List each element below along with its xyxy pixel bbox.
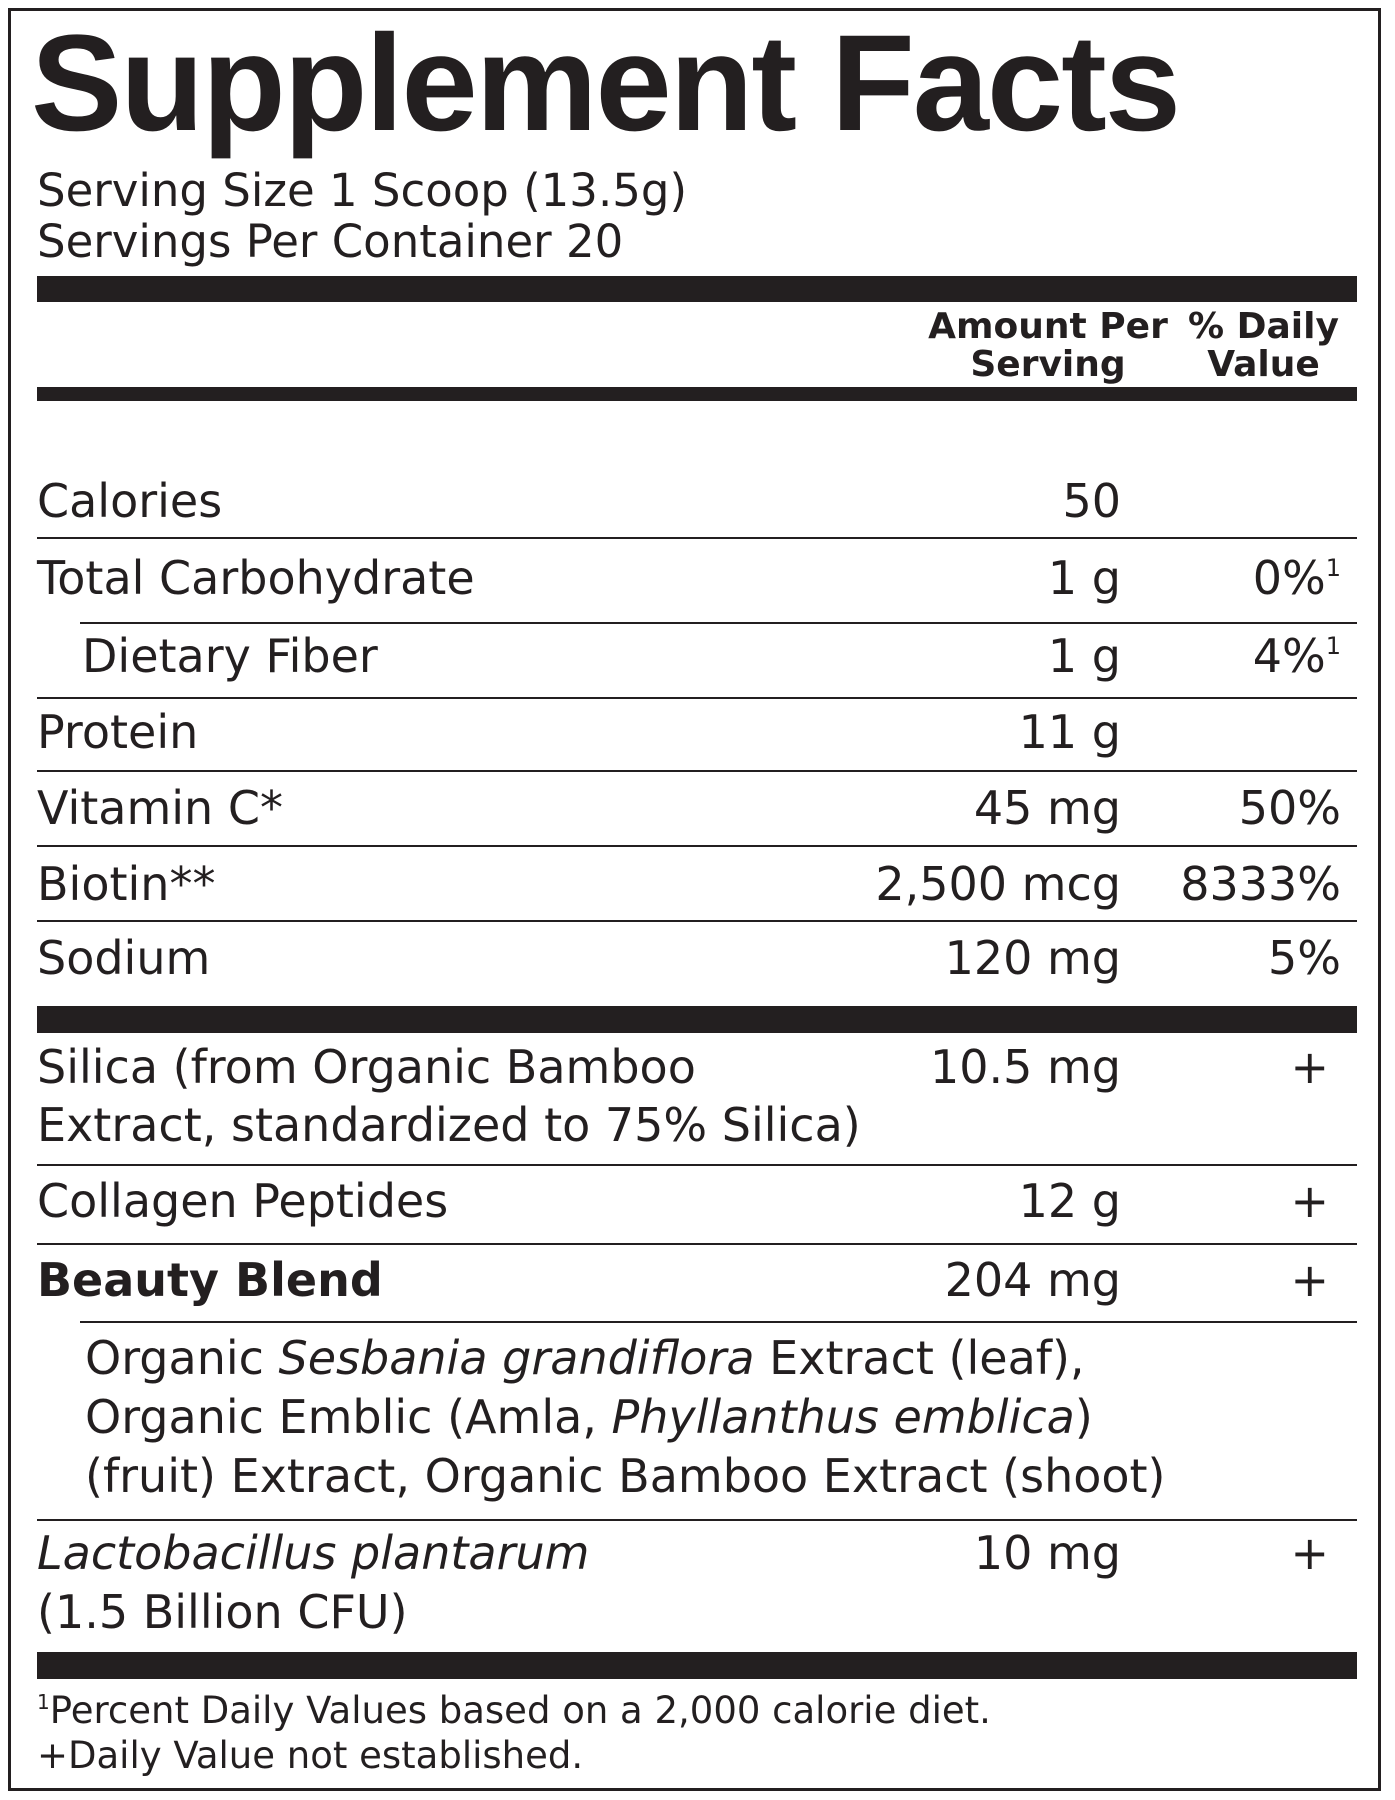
- nutrient-dv-dietary-fiber: 4%$^1$: [1252, 629, 1341, 683]
- medium-divider: [37, 387, 1357, 401]
- row-divider: [37, 1164, 1357, 1166]
- row-divider: [80, 622, 1357, 624]
- ingredient-name-lactobacillus-cfu: (1.5 Billion CFU): [37, 1585, 408, 1639]
- nutrient-amount-sodium: 120 mg: [944, 931, 1121, 985]
- ingredient-amount-silica: 10.5 mg: [929, 1040, 1121, 1094]
- row-divider: [37, 920, 1357, 922]
- nutrient-dv-vitamin-c: 50%: [1238, 781, 1341, 835]
- nutrient-dv-sodium: 5%: [1268, 931, 1341, 985]
- column-header-amount: Amount Per Serving: [928, 306, 1168, 385]
- nutrient-amount-dietary-fiber: 1 g: [1047, 629, 1121, 683]
- servings-per-container: Servings Per Container 20: [37, 215, 624, 268]
- nutrient-name-sodium: Sodium: [37, 931, 211, 985]
- ingredient-amount-beauty-blend: 204 mg: [944, 1253, 1121, 1307]
- nutrient-amount-vitamin-c: 45 mg: [973, 781, 1121, 835]
- blend-ingredients-line3: (fruit) Extract, Organic Bamboo Extract (shoot): [85, 1449, 1166, 1503]
- column-header-daily-value: % Daily Value: [1188, 306, 1339, 385]
- nutrient-name-biotin: Biotin**: [37, 857, 216, 911]
- nutrient-amount-calories: 50: [1062, 474, 1121, 528]
- thick-divider: [37, 1006, 1357, 1033]
- footnote-mark: 1: [1325, 632, 1341, 660]
- footnote-mark: 1: [1325, 554, 1341, 582]
- row-divider: [37, 537, 1357, 539]
- nutrient-name-vitamin-c: Vitamin C*: [37, 781, 283, 835]
- serving-size: Serving Size 1 Scoop (13.5g): [37, 164, 687, 217]
- ingredient-name-silica-line2: Extract, standardized to 75% Silica): [37, 1098, 861, 1152]
- nutrient-amount-biotin: 2,500 mcg: [875, 857, 1121, 911]
- row-divider: [37, 1519, 1357, 1521]
- ingredient-name-beauty-blend: Beauty Blend: [37, 1253, 383, 1307]
- ingredient-dv-lactobacillus: +: [1290, 1526, 1329, 1580]
- ingredient-dv-collagen: +: [1290, 1174, 1329, 1228]
- row-divider: [80, 1321, 1357, 1323]
- nutrient-name-dietary-fiber: Dietary Fiber: [82, 629, 378, 683]
- blend-ingredients-line1: Organic Sesbania grandiflora Extract (leaf),: [85, 1331, 1085, 1385]
- row-divider: [37, 1243, 1357, 1245]
- blend-ingredients-line2: Organic Emblic (Amla, Phyllanthus emblica): [85, 1390, 1093, 1444]
- nutrient-name-calories: Calories: [37, 474, 223, 528]
- ingredient-name-lactobacillus: Lactobacillus plantarum: [37, 1526, 590, 1580]
- footnote-not-established: +Daily Value not established.: [37, 1734, 584, 1777]
- nutrient-amount-total-carbohydrate: 1 g: [1047, 551, 1121, 605]
- ingredient-amount-lactobacillus: 10 mg: [973, 1526, 1121, 1580]
- ingredient-name-silica-line1: Silica (from Organic Bamboo: [37, 1040, 696, 1094]
- row-divider: [37, 845, 1357, 847]
- row-divider: [37, 697, 1357, 699]
- footnote-daily-values: $^1$Percent Daily Values based on a 2,000 calorie diet.: [37, 1689, 991, 1732]
- nutrient-dv-biotin: 8333%: [1180, 857, 1341, 911]
- nutrient-name-total-carbohydrate: Total Carbohydrate: [37, 551, 475, 605]
- ingredient-amount-collagen: 12 g: [1018, 1174, 1121, 1228]
- ingredient-dv-beauty-blend: +: [1290, 1253, 1329, 1307]
- nutrient-amount-protein: 11 g: [1018, 705, 1121, 759]
- row-divider: [37, 770, 1357, 772]
- ingredient-dv-silica: +: [1290, 1040, 1329, 1094]
- nutrient-dv-total-carbohydrate: 0%$^1$: [1252, 551, 1341, 605]
- thick-divider: [37, 1652, 1357, 1679]
- thick-divider: [37, 276, 1357, 302]
- nutrient-name-protein: Protein: [37, 705, 199, 759]
- panel-title: Supplement Facts: [31, 7, 1179, 160]
- ingredient-name-collagen: Collagen Peptides: [37, 1174, 449, 1228]
